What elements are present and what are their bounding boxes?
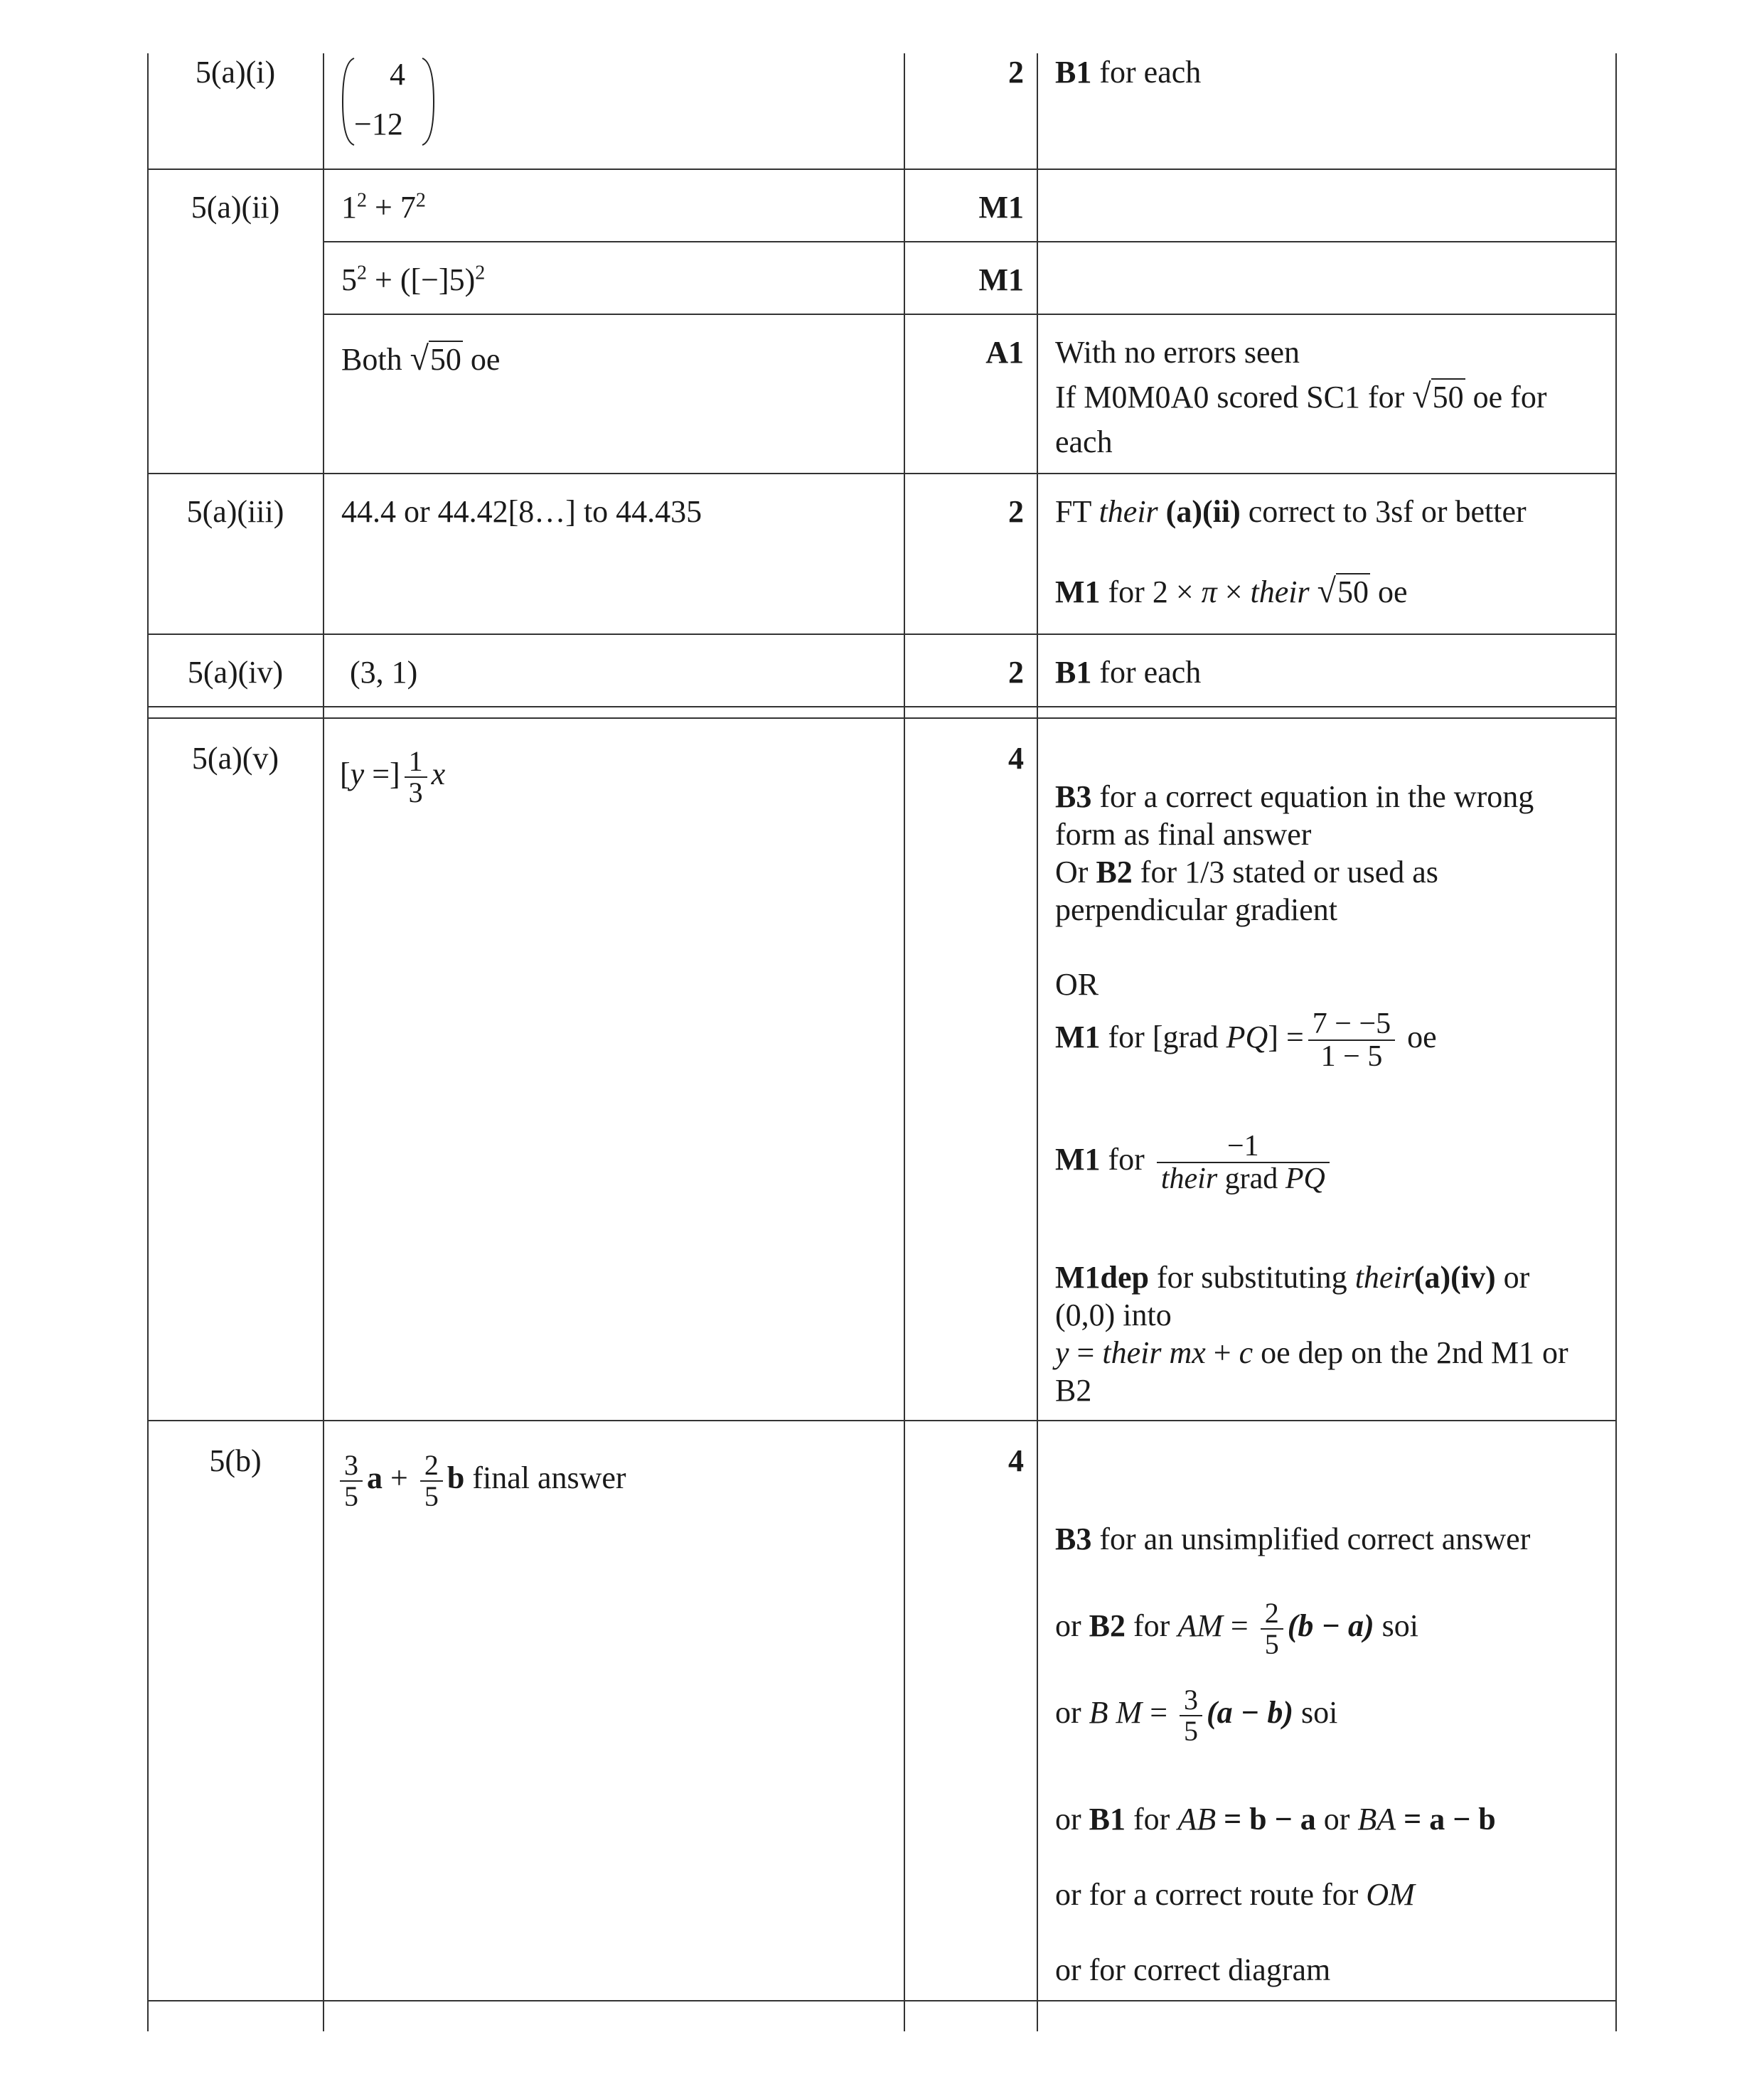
guidance-text: for 1/3 stated or used as: [1132, 855, 1438, 889]
row-divider: [147, 1420, 1617, 1421]
guidance-text: for a correct equation in the wrong: [1091, 779, 1534, 814]
guidance-mark-code: B1: [1055, 55, 1092, 90]
guidance-mark-code: M1: [1055, 1020, 1101, 1055]
answer-final: [340, 1450, 626, 1512]
row-divider: [147, 717, 1617, 719]
guidance-line: [1055, 572, 1408, 611]
guidance-line: [1055, 1130, 1334, 1194]
fraction: [340, 1450, 363, 1512]
guidance-line: (0,0) into: [1055, 1298, 1172, 1332]
fraction-denominator: [1157, 1163, 1330, 1194]
guidance-italic: PQ: [1285, 1162, 1325, 1196]
guidance-mark-code: B3: [1055, 1522, 1092, 1556]
guidance-text: soi: [1374, 1608, 1419, 1644]
guidance-text: for each: [1091, 55, 1202, 90]
answer-working: [341, 188, 426, 226]
answer-column-vector: [340, 55, 439, 148]
guidance-line: B2: [1055, 1373, 1092, 1408]
guidance-text: Or: [1055, 855, 1096, 889]
radicand: 50: [1337, 574, 1369, 609]
row-divider: [147, 2000, 1617, 2001]
question-number: 5(a)(iii): [186, 494, 284, 529]
guidance-italic: PQ: [1226, 1020, 1268, 1055]
guidance-text: or: [1055, 1802, 1089, 1837]
guidance-mark-code: B2: [1096, 855, 1133, 889]
guidance-line: each: [1055, 424, 1113, 459]
answer-suffix: final answer: [464, 1460, 626, 1496]
fraction: [405, 747, 427, 808]
guidance-text: oe: [1399, 1020, 1437, 1055]
variable-y: y: [350, 757, 365, 792]
fraction-denominator: 5: [344, 1480, 358, 1512]
fraction-denominator: 1 − 5: [1320, 1040, 1383, 1074]
answer-working: [341, 261, 485, 299]
fraction-numerator: 3: [340, 1450, 363, 1482]
guidance-text: for an unsimplified correct answer: [1091, 1522, 1531, 1556]
guidance-text: =: [1222, 1608, 1256, 1644]
guidance-italic: their: [1160, 1162, 1218, 1196]
guidance-bold: = b − a: [1216, 1802, 1316, 1837]
guidance-text: for: [1100, 1142, 1153, 1177]
fraction-numerator: 2: [420, 1450, 443, 1482]
guidance-italic: their: [1250, 574, 1310, 609]
answer-suffix: oe: [462, 342, 501, 377]
question-number: 5(a)(i): [195, 55, 276, 90]
radical-sign-icon: √: [410, 340, 429, 378]
guidance-italic: AM: [1177, 1608, 1223, 1644]
column-divider-question: [323, 53, 324, 2031]
guidance-italic: AB: [1177, 1802, 1217, 1837]
answer-final: [341, 340, 500, 378]
guidance-text: FT: [1055, 494, 1099, 529]
guidance-mark-code: B1: [1055, 655, 1092, 690]
guidance-bold: (a)(ii): [1158, 494, 1241, 529]
term-exponent: 2: [357, 262, 367, 284]
fraction: [1157, 1130, 1330, 1194]
table-border-left: [147, 53, 149, 2031]
question-number: 5(a)(iv): [187, 655, 284, 690]
answer-final: 44.4 or 44.42[8…] to 44.435: [341, 494, 702, 529]
guidance-text: for 2 ×: [1100, 574, 1202, 609]
answer-prefix: Both: [341, 342, 410, 377]
radical-sign-icon: √: [1317, 572, 1336, 610]
marks: M1: [978, 262, 1024, 297]
pi-symbol: π: [1201, 574, 1217, 609]
fraction-numerator: 3: [1180, 1685, 1202, 1716]
right-bracket-icon: [421, 55, 437, 148]
guidance-text: +: [1205, 1335, 1239, 1370]
guidance-mark-code: B3: [1055, 779, 1092, 814]
fraction-numerator: 7 − −5: [1308, 1008, 1395, 1041]
guidance-text: grad: [1217, 1162, 1285, 1196]
guidance-line: [1055, 853, 1438, 891]
guidance-mark-code: B2: [1089, 1608, 1126, 1644]
marks: A1: [985, 335, 1024, 370]
guidance-italic: their: [1354, 1260, 1414, 1295]
bracket-text: [: [340, 757, 351, 792]
variable-x: x: [431, 757, 446, 792]
guidance-text: oe dep on the 2nd M1 or: [1253, 1335, 1568, 1370]
guidance-text: ×: [1217, 574, 1251, 609]
guidance-text: ] =: [1268, 1020, 1304, 1055]
guidance-text: for each: [1091, 655, 1202, 690]
row-divider: [147, 706, 1617, 707]
plus-text: +: [383, 1460, 416, 1496]
guidance-italic: their: [1099, 494, 1158, 529]
guidance-text: =: [1069, 1335, 1103, 1370]
fraction-denominator: 5: [424, 1480, 439, 1512]
square-root: [410, 340, 463, 378]
fraction: [1261, 1598, 1283, 1659]
guidance-text: =: [1142, 1695, 1176, 1731]
fraction-numerator: −1: [1157, 1130, 1330, 1163]
guidance-italic: c: [1239, 1335, 1253, 1370]
guidance-line: [1055, 1685, 1337, 1746]
fraction: [420, 1450, 443, 1512]
guidance-line: [1055, 1520, 1530, 1558]
radical-sign-icon: √: [1412, 378, 1431, 415]
guidance-line: [1055, 1008, 1437, 1072]
guidance-text: for: [1126, 1802, 1178, 1837]
row-divider: [147, 169, 1617, 170]
guidance: [1055, 653, 1201, 691]
fraction: [1180, 1685, 1202, 1746]
guidance-text: If M0M0A0 scored SC1 for: [1055, 380, 1413, 415]
term-base: 1: [341, 190, 357, 225]
term-exponent: 2: [475, 262, 486, 284]
guidance-text: or: [1055, 1695, 1089, 1731]
vector-b: b: [447, 1460, 465, 1496]
marks: 2: [1008, 655, 1024, 690]
guidance-text: correct to 3sf or better: [1240, 494, 1527, 529]
marks: 2: [1008, 55, 1024, 90]
question-number: 5(b): [209, 1443, 262, 1478]
fraction: [1308, 1008, 1395, 1072]
guidance-italic: BA: [1357, 1802, 1396, 1837]
guidance-line: [1055, 378, 1546, 416]
guidance-line: [1055, 1334, 1568, 1372]
guidance-text: oe for: [1465, 380, 1547, 415]
fraction-denominator: 5: [1184, 1715, 1199, 1747]
answer-final: (3, 1): [350, 655, 418, 690]
row-divider: [147, 473, 1617, 474]
vector-expression: (a − b): [1207, 1695, 1293, 1731]
guidance-line: With no errors seen: [1055, 335, 1300, 370]
guidance: [1055, 53, 1201, 91]
row-divider: [323, 314, 1617, 315]
row-divider: [323, 241, 1617, 242]
fraction-numerator: 1: [405, 747, 427, 778]
guidance-text: or for a correct route for: [1055, 1877, 1367, 1912]
guidance-line: OR: [1055, 967, 1099, 1002]
term-base: + 7: [367, 190, 416, 225]
guidance-line: form as final answer: [1055, 817, 1312, 852]
guidance-italic: B M: [1089, 1695, 1143, 1731]
marks: 4: [1008, 1443, 1024, 1478]
vector-top-component: 4: [390, 57, 405, 92]
guidance-line: or for correct diagram: [1055, 1952, 1331, 1987]
guidance-line: [1055, 1598, 1418, 1659]
guidance-line: [1055, 1258, 1529, 1296]
term-base: 5: [341, 262, 357, 297]
guidance-italic: y: [1055, 1335, 1069, 1370]
guidance-mark-code: B1: [1089, 1802, 1126, 1837]
term-base: + ([−]5): [367, 262, 476, 297]
left-bracket-icon: [340, 55, 356, 148]
guidance-line: [1055, 493, 1527, 530]
radicand: 50: [1432, 380, 1464, 415]
guidance-italic: OM: [1366, 1877, 1415, 1912]
square-root: [1412, 378, 1465, 416]
term-exponent: 2: [357, 189, 367, 212]
column-divider-marks: [1037, 53, 1038, 2031]
radicand: 50: [429, 342, 461, 377]
marks: M1: [978, 190, 1024, 225]
guidance-text: oe: [1369, 574, 1408, 609]
vector-bottom-component: −12: [354, 107, 403, 141]
question-number: 5(a)(v): [191, 741, 279, 776]
marks: 4: [1008, 741, 1024, 776]
guidance-italic: their mx: [1102, 1335, 1206, 1370]
marks: 2: [1008, 494, 1024, 529]
guidance-text: for: [1126, 1608, 1178, 1644]
answer-final: [340, 747, 445, 808]
guidance-line: [1055, 778, 1534, 816]
guidance-text: or: [1495, 1260, 1530, 1295]
vector-expression: (b − a): [1287, 1608, 1374, 1644]
guidance-text: or: [1055, 1608, 1089, 1644]
square-root: [1317, 572, 1370, 611]
guidance-text: or: [1315, 1802, 1358, 1837]
equals-text: =]: [364, 757, 400, 792]
guidance-mark-code: M1: [1055, 574, 1101, 609]
vector-a: a: [367, 1460, 383, 1496]
term-exponent: 2: [415, 189, 426, 212]
guidance-text: for [grad: [1100, 1020, 1226, 1055]
table-border-right: [1615, 53, 1617, 2031]
fraction-denominator: 5: [1264, 1628, 1279, 1660]
guidance-mark-code: M1dep: [1055, 1260, 1149, 1295]
guidance-bold: = a − b: [1396, 1802, 1496, 1837]
question-number: 5(a)(ii): [191, 190, 280, 225]
row-divider: [147, 634, 1617, 635]
guidance-text: for substituting: [1149, 1260, 1355, 1295]
guidance-text: soi: [1293, 1695, 1338, 1731]
guidance-mark-code: M1: [1055, 1142, 1101, 1177]
guidance-line: perpendicular gradient: [1055, 892, 1338, 927]
guidance-bold: (a)(iv): [1413, 1260, 1496, 1295]
guidance-line: [1055, 1876, 1415, 1913]
fraction-denominator: 3: [408, 776, 423, 808]
fraction-numerator: 2: [1261, 1598, 1283, 1630]
guidance-line: [1055, 1800, 1496, 1838]
